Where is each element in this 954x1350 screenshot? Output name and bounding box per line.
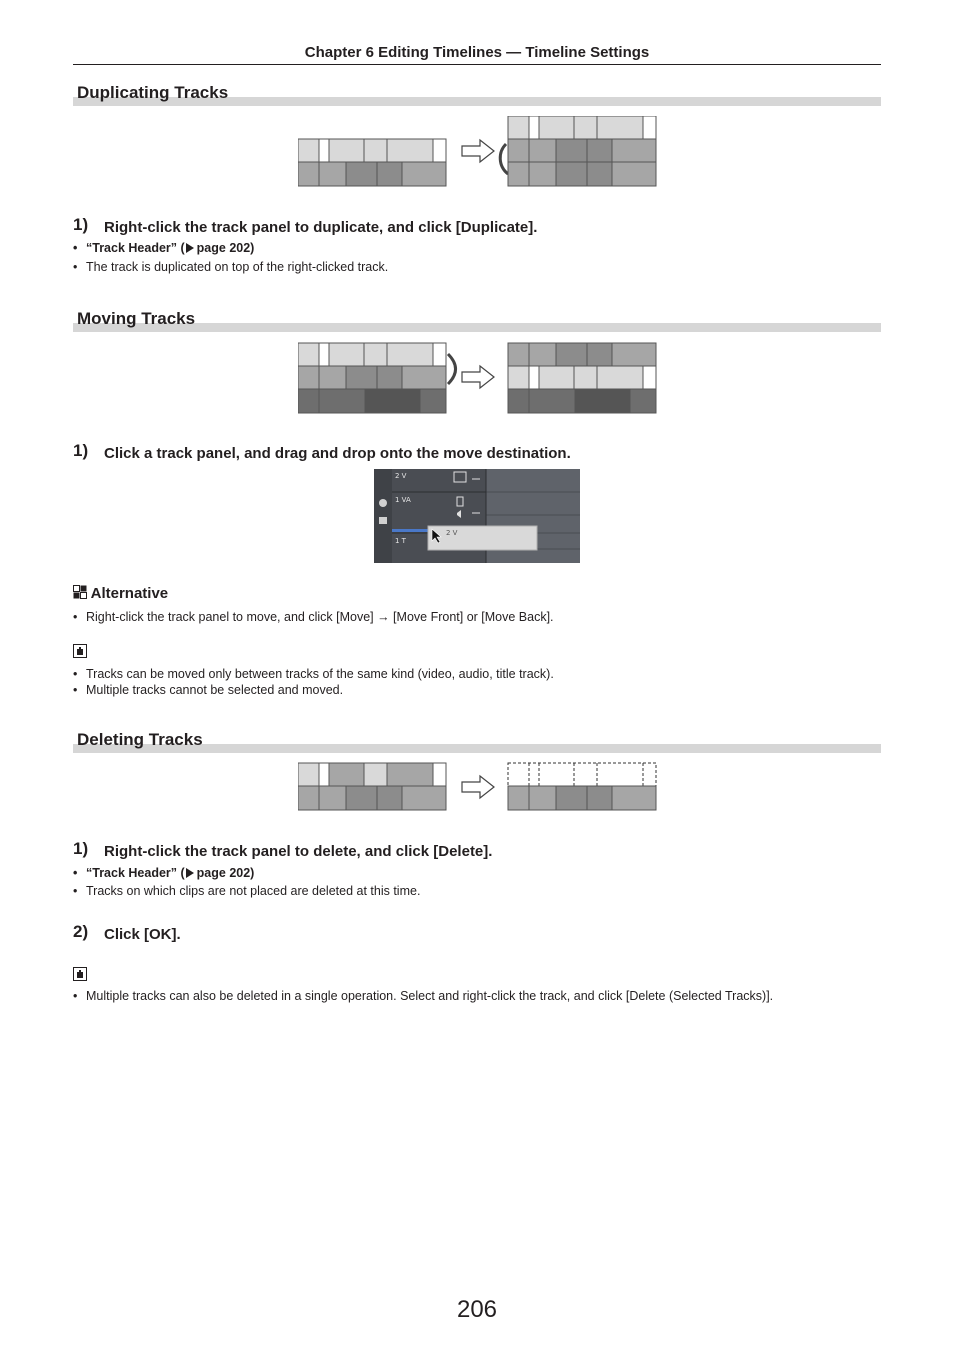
section-title-duplicating: Duplicating Tracks xyxy=(77,83,229,102)
curved-arrow-icon xyxy=(448,354,456,384)
delete-diagram xyxy=(298,762,658,812)
step-text: Click a track panel, and drag and drop onto the move destination. xyxy=(104,445,571,462)
alternative-bullet-text: Right-click the track panel to move, and click [Move] → [Move Front] or [Move Back]. xyxy=(86,610,554,624)
track-after-light xyxy=(508,366,656,389)
track-before-lower xyxy=(298,786,446,810)
triangle-right-icon xyxy=(186,868,194,878)
reference-bullet: • “Track Header” ( page 202) xyxy=(73,866,255,880)
duplicate-diagram xyxy=(298,116,658,188)
info-bullet-text: Tracks on which clips are not placed are deleted at this time. xyxy=(86,884,421,898)
reference-bullet: • “Track Header” ( page 202) xyxy=(73,241,255,255)
reference-text: “Track Header” ( xyxy=(86,241,185,255)
header-rule xyxy=(73,64,881,65)
step-number: 1) xyxy=(73,441,89,460)
step-text: Right-click the track panel to duplicate, and click [Duplicate]. xyxy=(104,219,538,236)
info-bullet: • The track is duplicated on top of the right-clicked track. xyxy=(73,260,389,274)
info-bullet: • Tracks on which clips are not placed are deleted at this time. xyxy=(73,884,421,898)
track-after-dark xyxy=(508,389,656,413)
track-after-top xyxy=(508,116,656,139)
note-bullet-text: Tracks can be moved only between tracks of the same kind (video, audio, title track). xyxy=(86,667,554,681)
info-bullet-text: The track is duplicated on top of the right-clicked track. xyxy=(86,260,389,274)
page-number: 206 xyxy=(456,1296,498,1323)
step-number: 1) xyxy=(73,839,89,858)
drag-ghost-label: 2 V xyxy=(446,529,458,537)
track-before-upper xyxy=(298,139,446,162)
move-diagram xyxy=(298,342,658,414)
track-label-1va[interactable]: 1 VA xyxy=(395,496,411,504)
chapter-header: Chapter 6 Editing Timelines — Timeline Settings xyxy=(304,44,650,61)
track-label-1t[interactable]: 1 T xyxy=(395,537,406,545)
note-bullet: • Multiple tracks cannot be selected and moved. xyxy=(73,683,344,697)
reference-text: “Track Header” ( xyxy=(86,866,185,880)
track-after-lower xyxy=(508,786,656,810)
track-before-upper xyxy=(298,763,446,786)
note-icon xyxy=(73,644,87,658)
alternative-bullet: • Right-click the track panel to move, and click [Move] → [Move Front] or [Move Back]. xyxy=(73,610,554,624)
track-before-light xyxy=(298,343,446,366)
eye-icon xyxy=(379,499,387,507)
step-text: Click [OK]. xyxy=(104,926,181,943)
alternative-heading xyxy=(73,585,168,602)
reference-page: page 202) xyxy=(196,241,255,255)
step-text: Right-click the track panel to delete, and click [Delete]. xyxy=(104,843,493,860)
curved-arrow-icon xyxy=(500,144,508,174)
section-title-moving: Moving Tracks xyxy=(77,309,196,328)
track-before-lower xyxy=(298,162,446,186)
section-title-deleting: Deleting Tracks xyxy=(77,730,203,749)
step-number: 2) xyxy=(73,922,89,941)
right-arrow-icon xyxy=(462,366,494,388)
track-after-original xyxy=(508,162,656,186)
step-number: 1) xyxy=(73,215,89,234)
alternative-icon xyxy=(73,585,87,599)
alternative-title: Alternative xyxy=(90,585,169,602)
right-arrow-icon xyxy=(462,140,494,162)
track-after-duplicate xyxy=(508,139,656,162)
note-bullet-text: Multiple tracks cannot be selected and moved. xyxy=(86,683,344,697)
triangle-right-icon xyxy=(186,243,194,253)
note-bullet: • Multiple tracks can also be deleted in a single operation. Select and right-click the track, and click [Delete (Selected Tracks)]. xyxy=(73,989,774,1003)
track-after-mid xyxy=(508,343,656,366)
note-icon xyxy=(73,967,87,981)
note-bullet: • Tracks can be moved only between tracks of the same kind (video, audio, title track). xyxy=(73,667,554,681)
right-arrow-icon xyxy=(462,776,494,798)
reference-page: page 202) xyxy=(196,866,255,880)
timeline-screenshot-graphic xyxy=(374,469,580,563)
track-label-2v[interactable]: 2 V xyxy=(395,472,407,480)
track-before-dark xyxy=(298,389,446,413)
note-bullet-text: Multiple tracks can also be deleted in a single operation. Select and right-click the track, and click [Delete (Selected Tracks)]. xyxy=(86,989,774,1003)
track-before-mid xyxy=(298,366,446,389)
lock-icon xyxy=(379,517,387,524)
track-deleted-outline xyxy=(508,763,656,786)
timeline-screenshot xyxy=(374,469,580,563)
drag-ghost xyxy=(428,526,537,550)
